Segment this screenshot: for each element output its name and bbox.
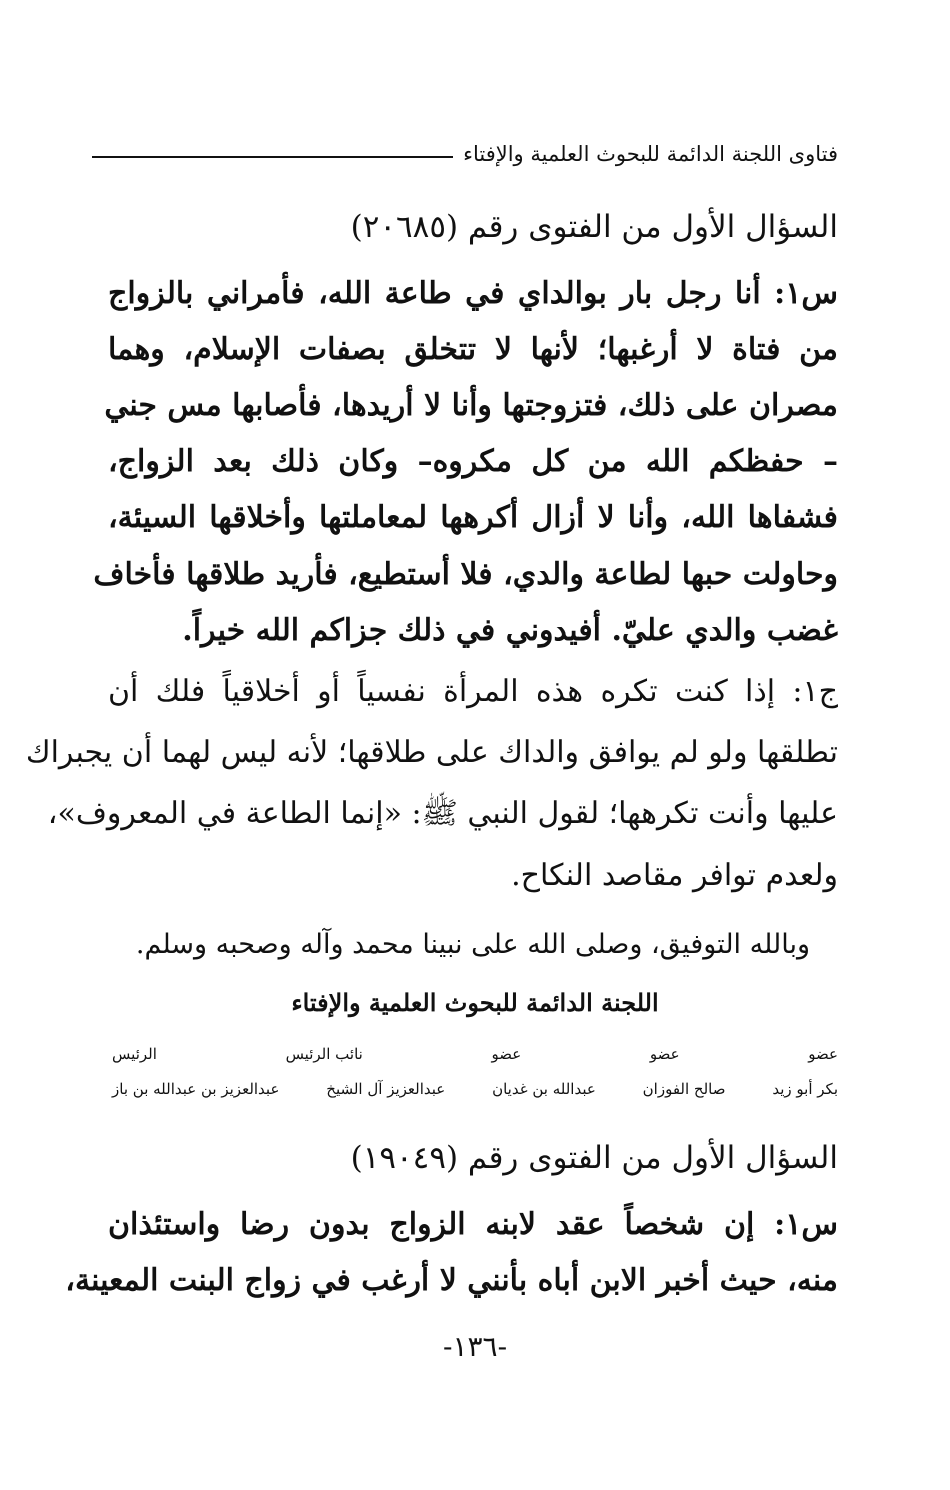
signature-role: عضو (808, 1045, 838, 1063)
answer-line: تطلقها ولو لم يوافق والداك على طلاقها؛ لأنه ليس لهما أن يجبراك (25, 735, 838, 770)
signature-name: عبدالعزيز آل الشيخ (326, 1080, 446, 1098)
signature-names (112, 1080, 838, 1098)
header-title: فتاوى اللجنة الدائمة للبحوث العلمية والإفتاء (463, 142, 838, 166)
question-line: س١: أنا رجل بار بوالداي في طاعة الله، فأمراني بالزواج (108, 276, 838, 311)
signature-name: صالح الفوزان (642, 1080, 726, 1098)
fatwa-heading: السؤال الأول من الفتوى رقم (٢٠٦٨٥) (350, 209, 838, 245)
answer-line: ولعدم توافر مقاصد النكاح. (511, 858, 838, 893)
answer-line: عليها وأنت تكرهها؛ لقول النبي ﷺ: «إنما الطاعة في المعروف»، (47, 796, 838, 831)
question-line: غضب والدي عليّ. أفيدوني في ذلك جزاكم الله خيراً. (182, 613, 838, 648)
fatwa-heading: السؤال الأول من الفتوى رقم (١٩٠٤٩) (350, 1140, 838, 1176)
signature-name: عبدالعزيز بن عبدالله بن باز (112, 1080, 280, 1098)
question-line: منه، حيث أخبر الابن أباه بأنني لا أرغب في زواج البنت المعينة، (65, 1263, 838, 1298)
closing-line: وبالله التوفيق، وصلى الله على نبينا محمد وآله وصحبه وسلم. (135, 929, 811, 960)
question-line: فشفاها الله، وأنا لا أزال أكرهها لمعاملتها وأخلاقها السيئة، (108, 500, 838, 535)
committee-name: اللجنة الدائمة للبحوث العلمية والإفتاء (291, 988, 659, 1017)
question-line: من فتاة لا أرغبها؛ لأنها لا تتخلق بصفات الإسلام، وهما (108, 332, 838, 367)
signature-roles (112, 1045, 838, 1063)
signature-role: نائب الرئيس (285, 1045, 363, 1063)
signature-name: بكر أبو زيد (772, 1080, 838, 1098)
signature-role: عضو (491, 1045, 522, 1063)
question-line: س١: إن شخصاً عقد لابنه الزواج بدون رضا واستئذان (108, 1207, 838, 1242)
signature-name: عبدالله بن غديان (492, 1080, 596, 1098)
question-line: – حفظكم الله من كل مكروه– وكان ذلك بعد الزواج، (108, 444, 838, 479)
running-header (92, 138, 838, 170)
signature-role: عضو (649, 1045, 680, 1063)
page-number: -١٣٦- (442, 1330, 508, 1363)
question-line: وحاولت حبها لطاعة والدي، فلا أستطيع، فأريد طلاقها فأخاف (93, 557, 838, 592)
signature-role: الرئيس (112, 1045, 157, 1063)
header-rule (92, 156, 453, 158)
question-line: مصران على ذلك، فتزوجتها وأنا لا أريدها، فأصابها مس جني (104, 388, 838, 423)
answer-line: ج١: إذا كنت تكره هذه المرأة نفسياً أو أخلاقياً فلك أن (108, 674, 838, 709)
